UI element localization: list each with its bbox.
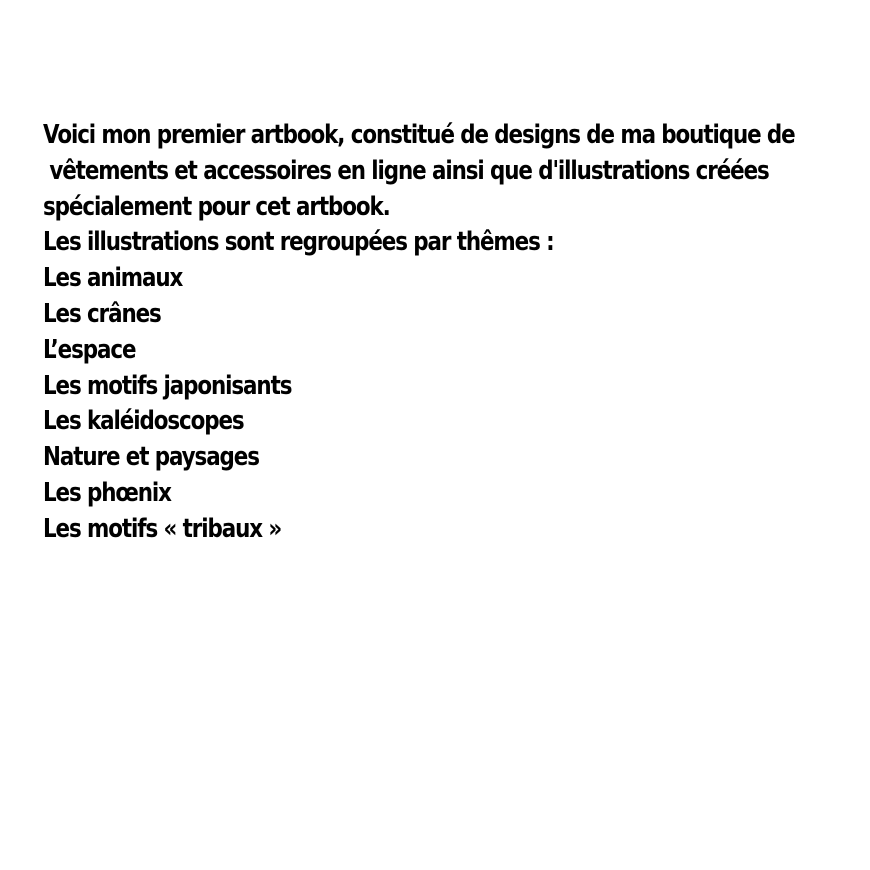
theme-item-cranes: Les crânes	[43, 298, 161, 329]
intro-line-3: spécialement pour cet artbook.	[43, 191, 390, 222]
intro-line-2: vêtements et accessoires en ligne ainsi que d'illustrations créées	[43, 155, 769, 186]
theme-item-nature-paysages: Nature et paysages	[43, 442, 259, 473]
theme-item-animaux: Les animaux	[43, 263, 183, 294]
themes-heading: Les illustrations sont regroupées par thêmes :	[43, 227, 554, 258]
theme-item-espace: L’espace	[43, 334, 136, 365]
intro-line-1: Voici mon premier artbook, constitué de designs de ma boutique de	[43, 120, 795, 150]
theme-item-kaleidoscopes: Les kaléidoscopes	[43, 406, 244, 437]
theme-item-phoenix: Les phœnix	[43, 477, 171, 508]
artbook-description	[43, 118, 795, 548]
theme-item-motifs-tribaux: Les motifs « tribaux »	[43, 513, 282, 544]
theme-item-motifs-japonisants: Les motifs japonisants	[43, 370, 292, 401]
